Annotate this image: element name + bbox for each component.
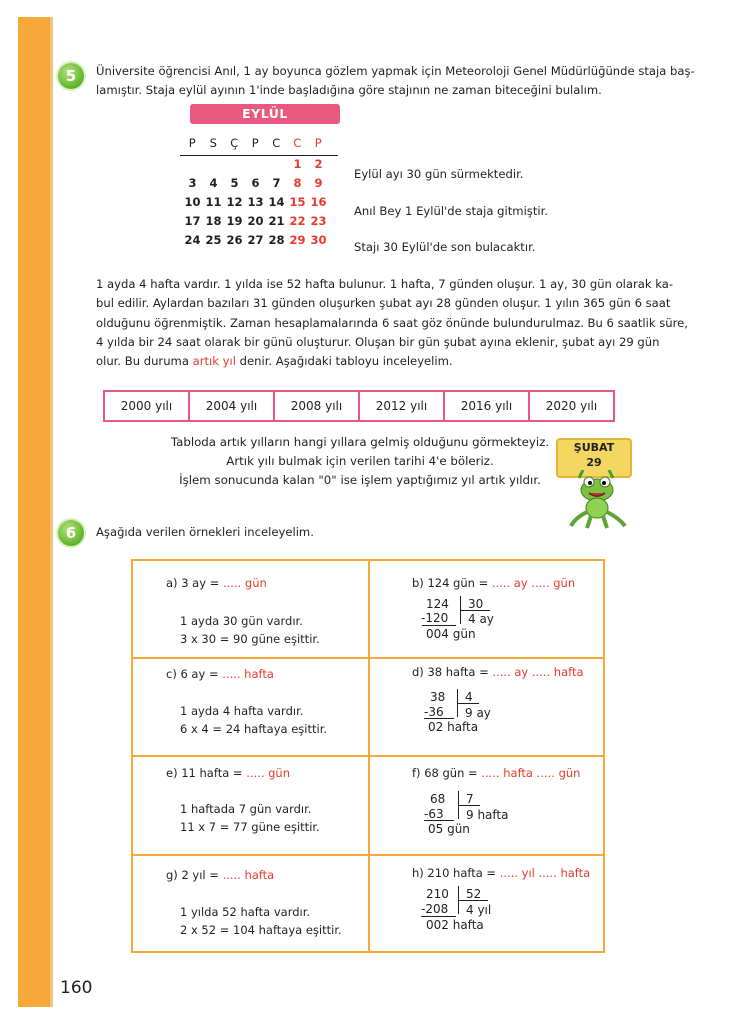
calendar-day: [182, 155, 203, 174]
text: 1 ayda 30 gün vardır.: [180, 614, 303, 628]
calendar-day: 9: [314, 176, 323, 190]
calendar-day: 24: [184, 233, 201, 247]
calendar-day: 26: [226, 233, 243, 247]
year-cell: 2004 yılı: [190, 392, 275, 420]
calendar-day: 6: [251, 176, 260, 190]
page-number: 160: [60, 978, 93, 998]
calendar-day: [245, 155, 266, 174]
year-cell: 2012 yılı: [360, 392, 445, 420]
calendar-day: 3: [188, 176, 197, 190]
division-subtract: -63: [424, 807, 444, 821]
calendar-day: 12: [226, 195, 243, 209]
text: 2 x 52 = 104 haftaya eşittir.: [180, 923, 342, 937]
example-e-title: [166, 766, 290, 780]
calendar-day: 18: [205, 214, 222, 228]
calendar-day: 11: [205, 195, 222, 209]
answer-blank: ..... ay: [491, 576, 528, 590]
paragraph-line: 1 ayda 4 hafta vardır. 1 yılda ise 52 hafta bulunur. 1 hafta, 7 günden oluşur. 1 ay, 30 gün olarak ka-: [96, 277, 674, 291]
text: 1 haftada 7 gün vardır.: [180, 802, 312, 816]
division-bar: [458, 900, 488, 901]
day-name: S: [209, 136, 218, 150]
text: c) 6 ay =: [166, 667, 223, 681]
division-remainder: 02 hafta: [428, 720, 479, 734]
day-name: Ç: [230, 136, 239, 150]
answer-blank: ..... gün: [246, 766, 291, 780]
answer-blank: ..... ay: [492, 665, 529, 679]
day-name: P: [314, 136, 323, 150]
answer-blank: ..... gün: [531, 576, 576, 590]
division-bar: [458, 805, 480, 806]
text: a) 3 ay =: [166, 576, 223, 590]
example-f-title: [412, 766, 580, 780]
table-explanation: İşlem sonucunda kalan "0" ise işlem yaptığımız yıl artık yıldır.: [179, 473, 541, 487]
division-remainder: 002 hafta: [426, 918, 484, 932]
calendar-week: [182, 231, 337, 250]
paragraph-line: bul edilir. Aylardan bazıları 31 günden oluşurken şubat ayı 28 günden oluşur. 1 yılın 365 gün 6 saat: [96, 296, 671, 311]
grid-horizontal-divider: [131, 657, 605, 659]
division-bar: [457, 703, 479, 704]
division-subtract: -120: [421, 611, 449, 625]
calendar-day: [224, 155, 245, 174]
text: 3 x 30 = 90 güne eşittir.: [180, 632, 320, 646]
division-remainder: 004 gün: [426, 627, 476, 641]
division-quotient: 4 yıl: [466, 903, 492, 917]
table-explanation: Artık yılı bulmak için verilen tarihi 4'e böleriz.: [226, 454, 494, 468]
calendar-week: [182, 212, 337, 231]
example-g-title: [166, 868, 274, 882]
calendar-week: [182, 155, 337, 174]
calendar-day: [203, 155, 224, 174]
division-dividend: 38: [430, 690, 446, 704]
division-dividend: 210: [426, 887, 449, 901]
calendar-day: 8: [293, 176, 302, 190]
calendar-week: [182, 174, 337, 193]
calendar-day: 5: [230, 176, 239, 190]
calendar-day: 15: [289, 195, 306, 209]
side-bar: [18, 17, 50, 1007]
example-c-body: [180, 702, 327, 738]
calendar-day-header: [182, 134, 337, 153]
calendar-day: 28: [268, 233, 285, 247]
calendar: [182, 134, 337, 250]
answer-blank: ..... hafta: [538, 866, 591, 880]
calendar-day: 10: [184, 195, 201, 209]
calendar-day: 1: [293, 157, 302, 171]
example-d-title: [412, 665, 584, 679]
calendar-divider: [180, 155, 338, 156]
calendar-day: 29: [289, 233, 306, 247]
leap-years-table: [103, 390, 615, 422]
calendar-day: 22: [289, 214, 306, 228]
q5-intro-line1: Üniversite öğrencisi Anıl, 1 ay boyunca gözlem yapmak için Meteoroloji Genel Müdürlüğünde staja baş-: [96, 64, 695, 78]
text: 1 yılda 52 hafta vardır.: [180, 905, 311, 919]
calendar-note: Stajı 30 Eylül'de son bulacaktır.: [354, 240, 536, 254]
table-explanation: Tabloda artık yılların hangi yıllara gelmiş olduğunu görmekteyiz.: [170, 435, 550, 449]
answer-blank: ..... yıl: [499, 866, 535, 880]
division-bar: [421, 916, 456, 917]
division-subtract: -208: [421, 902, 449, 916]
example-a-body: [180, 612, 320, 648]
q5-intro-line2: lamıştır. Staja eylül ayının 1'inde başladığına göre stajının ne zaman biteceğini bulalım.: [96, 83, 602, 97]
calendar-day: 19: [226, 214, 243, 228]
day-name: C: [293, 136, 302, 150]
year-cell: 2008 yılı: [275, 392, 360, 420]
question-5-number: 5: [58, 63, 84, 89]
division-subtract: -36: [424, 705, 444, 719]
text: d) 38 hafta =: [412, 665, 493, 679]
example-e-body: [180, 800, 320, 836]
year-cell: 2016 yılı: [445, 392, 530, 420]
calendar-note: Anıl Bey 1 Eylül'de staja gitmiştir.: [354, 204, 548, 218]
calendar-day: 27: [247, 233, 264, 247]
calendar-day: 21: [268, 214, 285, 228]
leap-year-paragraph: [96, 275, 696, 371]
calendar-day: 14: [268, 195, 285, 209]
division-dividend: 68: [430, 792, 446, 806]
q6-intro: Aşağıda verilen örnekleri inceleyelim.: [96, 525, 314, 539]
division-divisor: 52: [466, 887, 482, 901]
example-h-title: [412, 866, 590, 880]
division-bar: [424, 718, 454, 719]
year-cell: 2000 yılı: [105, 392, 190, 420]
text: denir. Aşağıdaki tabloyu inceleyelim.: [235, 354, 453, 369]
division-divisor: 7: [466, 792, 474, 806]
example-b-title: [412, 576, 575, 590]
calendar-month-header: EYLÜL: [190, 104, 340, 124]
text: h) 210 hafta =: [412, 866, 500, 880]
calendar-day: 30: [310, 233, 327, 247]
calendar-note: Eylül ayı 30 gün sürmektedir.: [354, 167, 524, 181]
highlight-term: artık yıl: [192, 354, 236, 369]
day-name: P: [251, 136, 260, 150]
example-g-body: [180, 903, 342, 939]
calendar-day: 13: [247, 195, 264, 209]
example-c-title: [166, 667, 274, 681]
sign-text: ŞUBAT: [573, 441, 615, 454]
text: 6 x 4 = 24 haftaya eşittir.: [180, 722, 328, 736]
answer-blank: ..... gün: [536, 766, 581, 780]
day-name: P: [188, 136, 197, 150]
division-divisor: 30: [468, 597, 484, 611]
answer-blank: ..... hafta: [531, 665, 584, 679]
division-bar: [422, 625, 456, 626]
grid-horizontal-divider: [131, 755, 605, 757]
answer-blank: ..... gün: [222, 576, 267, 590]
division-quotient: 4 ay: [468, 612, 494, 626]
division-dividend: 124: [426, 597, 449, 611]
text: b) 124 gün =: [412, 576, 492, 590]
text: 11 x 7 = 77 güne eşittir.: [180, 820, 320, 834]
calendar-day: 23: [310, 214, 327, 228]
division-divisor: 4: [465, 690, 473, 704]
text: e) 11 hafta =: [166, 766, 247, 780]
calendar-day: 16: [310, 195, 327, 209]
example-a-title: [166, 576, 267, 590]
side-bar-shadow: [50, 17, 53, 1007]
division-bar: [460, 610, 490, 611]
division-bar: [424, 820, 454, 821]
text: g) 2 yıl =: [166, 868, 223, 882]
calendar-week: [182, 193, 337, 212]
calendar-day: 17: [184, 214, 201, 228]
answer-blank: ..... hafta: [222, 868, 275, 882]
division-quotient: 9 ay: [465, 706, 491, 720]
calendar-day: 7: [272, 176, 281, 190]
sign-text: 29: [586, 456, 602, 469]
text: f) 68 gün =: [412, 766, 482, 780]
calendar-day: 20: [247, 214, 264, 228]
answer-blank: ..... hafta: [481, 766, 533, 780]
paragraph-line: 4 yılda bir 24 saat olarak bir günü oluşturur. Oluşan bir gün şubat ayına eklenir, şubat ayı 29 gün: [96, 334, 660, 349]
question-6-number: 6: [58, 520, 84, 546]
division-quotient: 9 hafta: [466, 808, 509, 822]
day-name: C: [272, 136, 281, 150]
calendar-day: 4: [209, 176, 218, 190]
frog-icon: [565, 470, 629, 530]
calendar-day: [266, 155, 287, 174]
paragraph-line: [96, 352, 696, 371]
calendar-day: 25: [205, 233, 222, 247]
grid-horizontal-divider: [131, 854, 605, 856]
calendar-day: 2: [314, 157, 323, 171]
year-cell: 2020 yılı: [545, 399, 598, 413]
text: 1 ayda 4 hafta vardır.: [180, 704, 304, 718]
text: olur. Bu duruma: [96, 354, 193, 369]
paragraph-line: olduğunu öğrenmiştik. Zaman hesaplamalarında 6 saat göz önünde bulundurulmaz. Bu 6 saatlik süre,: [96, 315, 688, 330]
division-remainder: 05 gün: [428, 822, 470, 836]
answer-blank: ..... hafta: [222, 667, 274, 681]
